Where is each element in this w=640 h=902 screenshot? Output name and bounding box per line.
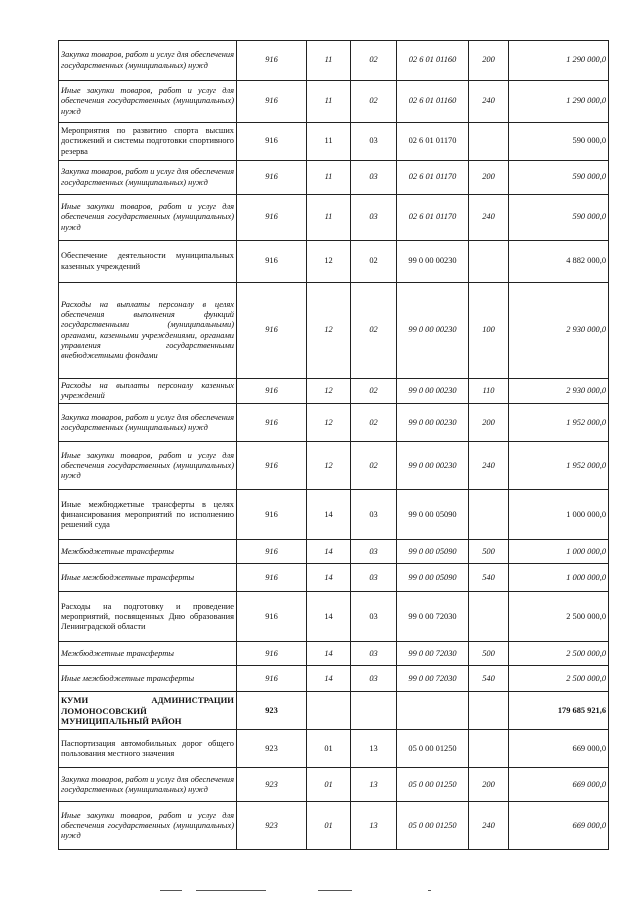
row-amount: 590 000,0: [509, 161, 609, 195]
row-name: Закупка товаров, работ и услуг для обеспечения государственных (муниципальных) нужд: [59, 41, 237, 81]
table-row: [59, 642, 609, 666]
table-row: [59, 195, 609, 241]
row-name: Расходы на выплаты персоналу в целях обеспечения выполнения функций государственными (муниципальными) органами, казенными учреждениями, органами управления государственными внебюджетными фондами: [59, 283, 237, 379]
row-expense-type: 200: [469, 768, 509, 802]
row-target-article: 99 0 00 72030: [397, 666, 469, 692]
row-expense-type: 110: [469, 379, 509, 404]
row-name: Расходы на подготовку и проведение мероприятий, посвященных Дню образования Ленинградской области: [59, 592, 237, 642]
row-expense-type: 200: [469, 404, 509, 442]
row-expense-type: 500: [469, 540, 509, 564]
row-ved-code: 916: [237, 442, 307, 490]
row-target-article: 02 6 01 01160: [397, 41, 469, 81]
table-row: [59, 592, 609, 642]
row-target-article: 05 0 00 01250: [397, 802, 469, 850]
row-section-code: 01: [307, 730, 351, 768]
row-name: КУМИ АДМИНИСТРАЦИИ ЛОМОНОСОВСКИЙ МУНИЦИПАЛЬНЫЙ РАЙОН: [59, 692, 237, 730]
row-target-article: 99 0 00 05090: [397, 564, 469, 592]
row-ved-code: 916: [237, 161, 307, 195]
row-section-code: 12: [307, 442, 351, 490]
table-row: [59, 161, 609, 195]
row-target-article: 99 0 00 05090: [397, 490, 469, 540]
row-expense-type: 100: [469, 283, 509, 379]
row-section-code: 14: [307, 666, 351, 692]
row-subsection-code: 02: [351, 404, 397, 442]
row-expense-type: 500: [469, 642, 509, 666]
row-target-article: 99 0 00 00230: [397, 283, 469, 379]
row-ved-code: 923: [237, 730, 307, 768]
row-subsection-code: 02: [351, 241, 397, 283]
row-name: Мероприятия по развитию спорта высших достижений и системы подготовки спортивного резерва: [59, 123, 237, 161]
row-amount: 179 685 921,6: [509, 692, 609, 730]
row-amount: 1 290 000,0: [509, 81, 609, 123]
row-subsection-code: 03: [351, 490, 397, 540]
row-target-article: [397, 692, 469, 730]
row-amount: 669 000,0: [509, 768, 609, 802]
row-target-article: 99 0 00 00230: [397, 241, 469, 283]
row-name: Расходы на выплаты персоналу казенных учреждений: [59, 379, 237, 404]
row-section-code: 01: [307, 768, 351, 802]
row-amount: 590 000,0: [509, 195, 609, 241]
row-section-code: 12: [307, 283, 351, 379]
row-name: Иные закупки товаров, работ и услуг для обеспечения государственных (муниципальных) нужд: [59, 81, 237, 123]
row-section-code: 11: [307, 161, 351, 195]
table-row: [59, 283, 609, 379]
row-section-code: 14: [307, 540, 351, 564]
row-subsection-code: 03: [351, 540, 397, 564]
row-ved-code: 916: [237, 592, 307, 642]
row-name: Обеспечение деятельности муниципальных казенных учреждений: [59, 241, 237, 283]
table-row: [59, 768, 609, 802]
row-amount: 590 000,0: [509, 123, 609, 161]
table-row: [59, 404, 609, 442]
row-section-code: 14: [307, 642, 351, 666]
row-subsection-code: 02: [351, 379, 397, 404]
row-target-article: 99 0 00 72030: [397, 642, 469, 666]
row-ved-code: 916: [237, 642, 307, 666]
table-row: [59, 442, 609, 490]
row-expense-type: [469, 730, 509, 768]
row-section-code: 11: [307, 41, 351, 81]
row-amount: 2 500 000,0: [509, 642, 609, 666]
row-ved-code: 916: [237, 81, 307, 123]
scan-footer-marks: [0, 890, 640, 896]
row-section-code: [307, 692, 351, 730]
row-name: Паспортизация автомобильных дорог общего пользования местного значения: [59, 730, 237, 768]
row-section-code: 11: [307, 123, 351, 161]
row-target-article: 99 0 00 00230: [397, 404, 469, 442]
row-subsection-code: [351, 692, 397, 730]
row-expense-type: 240: [469, 442, 509, 490]
row-ved-code: 916: [237, 404, 307, 442]
row-target-article: 99 0 00 05090: [397, 540, 469, 564]
table-row: [59, 490, 609, 540]
table-row: [59, 802, 609, 850]
row-ved-code: 916: [237, 379, 307, 404]
row-expense-type: 540: [469, 564, 509, 592]
row-section-code: 12: [307, 379, 351, 404]
row-amount: 1 290 000,0: [509, 41, 609, 81]
table-row: [59, 666, 609, 692]
row-amount: 1 000 000,0: [509, 540, 609, 564]
row-subsection-code: 13: [351, 730, 397, 768]
row-expense-type: 200: [469, 41, 509, 81]
row-expense-type: [469, 123, 509, 161]
row-target-article: 02 6 01 01160: [397, 81, 469, 123]
table-row: [59, 241, 609, 283]
row-section-code: 11: [307, 195, 351, 241]
row-subsection-code: 03: [351, 161, 397, 195]
row-expense-type: [469, 692, 509, 730]
row-name: Закупка товаров, работ и услуг для обеспечения государственных (муниципальных) нужд: [59, 768, 237, 802]
row-name: Иные закупки товаров, работ и услуг для обеспечения государственных (муниципальных) нужд: [59, 442, 237, 490]
row-expense-type: [469, 490, 509, 540]
row-amount: 2 930 000,0: [509, 283, 609, 379]
row-amount: 669 000,0: [509, 730, 609, 768]
row-target-article: 02 6 01 01170: [397, 123, 469, 161]
row-subsection-code: 03: [351, 123, 397, 161]
row-ved-code: 916: [237, 666, 307, 692]
budget-table-body: [59, 41, 609, 850]
row-name: Межбюджетные трансферты: [59, 642, 237, 666]
row-ved-code: 916: [237, 241, 307, 283]
row-name: Межбюджетные трансферты: [59, 540, 237, 564]
row-ved-code: 916: [237, 123, 307, 161]
row-expense-type: [469, 592, 509, 642]
table-row: [59, 540, 609, 564]
row-target-article: 02 6 01 01170: [397, 195, 469, 241]
row-expense-type: [469, 241, 509, 283]
row-subsection-code: 13: [351, 802, 397, 850]
row-expense-type: 540: [469, 666, 509, 692]
table-row: [59, 81, 609, 123]
row-amount: 2 930 000,0: [509, 379, 609, 404]
row-expense-type: 240: [469, 81, 509, 123]
row-expense-type: 240: [469, 195, 509, 241]
row-subsection-code: 03: [351, 195, 397, 241]
row-amount: 1 952 000,0: [509, 442, 609, 490]
row-ved-code: 916: [237, 283, 307, 379]
row-ved-code: 916: [237, 540, 307, 564]
row-expense-type: 200: [469, 161, 509, 195]
row-amount: 1 000 000,0: [509, 490, 609, 540]
row-ved-code: 916: [237, 564, 307, 592]
row-subsection-code: 13: [351, 768, 397, 802]
row-ved-code: 923: [237, 692, 307, 730]
row-ved-code: 916: [237, 490, 307, 540]
row-name: Иные закупки товаров, работ и услуг для обеспечения государственных (муниципальных) нужд: [59, 195, 237, 241]
table-row: [59, 564, 609, 592]
row-section-code: 14: [307, 564, 351, 592]
row-subsection-code: 03: [351, 666, 397, 692]
row-ved-code: 916: [237, 195, 307, 241]
row-target-article: 02 6 01 01170: [397, 161, 469, 195]
row-name: Закупка товаров, работ и услуг для обеспечения государственных (муниципальных) нужд: [59, 161, 237, 195]
row-name: Иные закупки товаров, работ и услуг для обеспечения государственных (муниципальных) нужд: [59, 802, 237, 850]
row-section-code: 14: [307, 592, 351, 642]
row-section-code: 14: [307, 490, 351, 540]
row-section-code: 01: [307, 802, 351, 850]
row-amount: 669 000,0: [509, 802, 609, 850]
row-subsection-code: 02: [351, 41, 397, 81]
row-ved-code: 923: [237, 802, 307, 850]
row-ved-code: 916: [237, 41, 307, 81]
table-row: [59, 692, 609, 730]
row-ved-code: 923: [237, 768, 307, 802]
row-subsection-code: 02: [351, 283, 397, 379]
row-target-article: 05 0 00 01250: [397, 768, 469, 802]
row-target-article: 99 0 00 00230: [397, 442, 469, 490]
row-amount: 2 500 000,0: [509, 666, 609, 692]
row-name: Иные межбюджетные трансферты в целях финансирования мероприятий по исполнению решений суда: [59, 490, 237, 540]
table-row: [59, 730, 609, 768]
row-expense-type: 240: [469, 802, 509, 850]
table-row: [59, 379, 609, 404]
row-subsection-code: 02: [351, 442, 397, 490]
row-amount: 1 000 000,0: [509, 564, 609, 592]
row-name: Иные межбюджетные трансферты: [59, 666, 237, 692]
row-section-code: 11: [307, 81, 351, 123]
row-amount: 4 882 000,0: [509, 241, 609, 283]
table-row: [59, 123, 609, 161]
row-name: Иные межбюджетные трансферты: [59, 564, 237, 592]
row-subsection-code: 03: [351, 592, 397, 642]
row-section-code: 12: [307, 241, 351, 283]
row-section-code: 12: [307, 404, 351, 442]
budget-table: [58, 40, 609, 850]
row-target-article: 99 0 00 00230: [397, 379, 469, 404]
row-target-article: 99 0 00 72030: [397, 592, 469, 642]
row-subsection-code: 03: [351, 564, 397, 592]
table-row: [59, 41, 609, 81]
row-subsection-code: 03: [351, 642, 397, 666]
row-amount: 1 952 000,0: [509, 404, 609, 442]
row-subsection-code: 02: [351, 81, 397, 123]
row-name: Закупка товаров, работ и услуг для обеспечения государственных (муниципальных) нужд: [59, 404, 237, 442]
row-amount: 2 500 000,0: [509, 592, 609, 642]
row-target-article: 05 0 00 01250: [397, 730, 469, 768]
